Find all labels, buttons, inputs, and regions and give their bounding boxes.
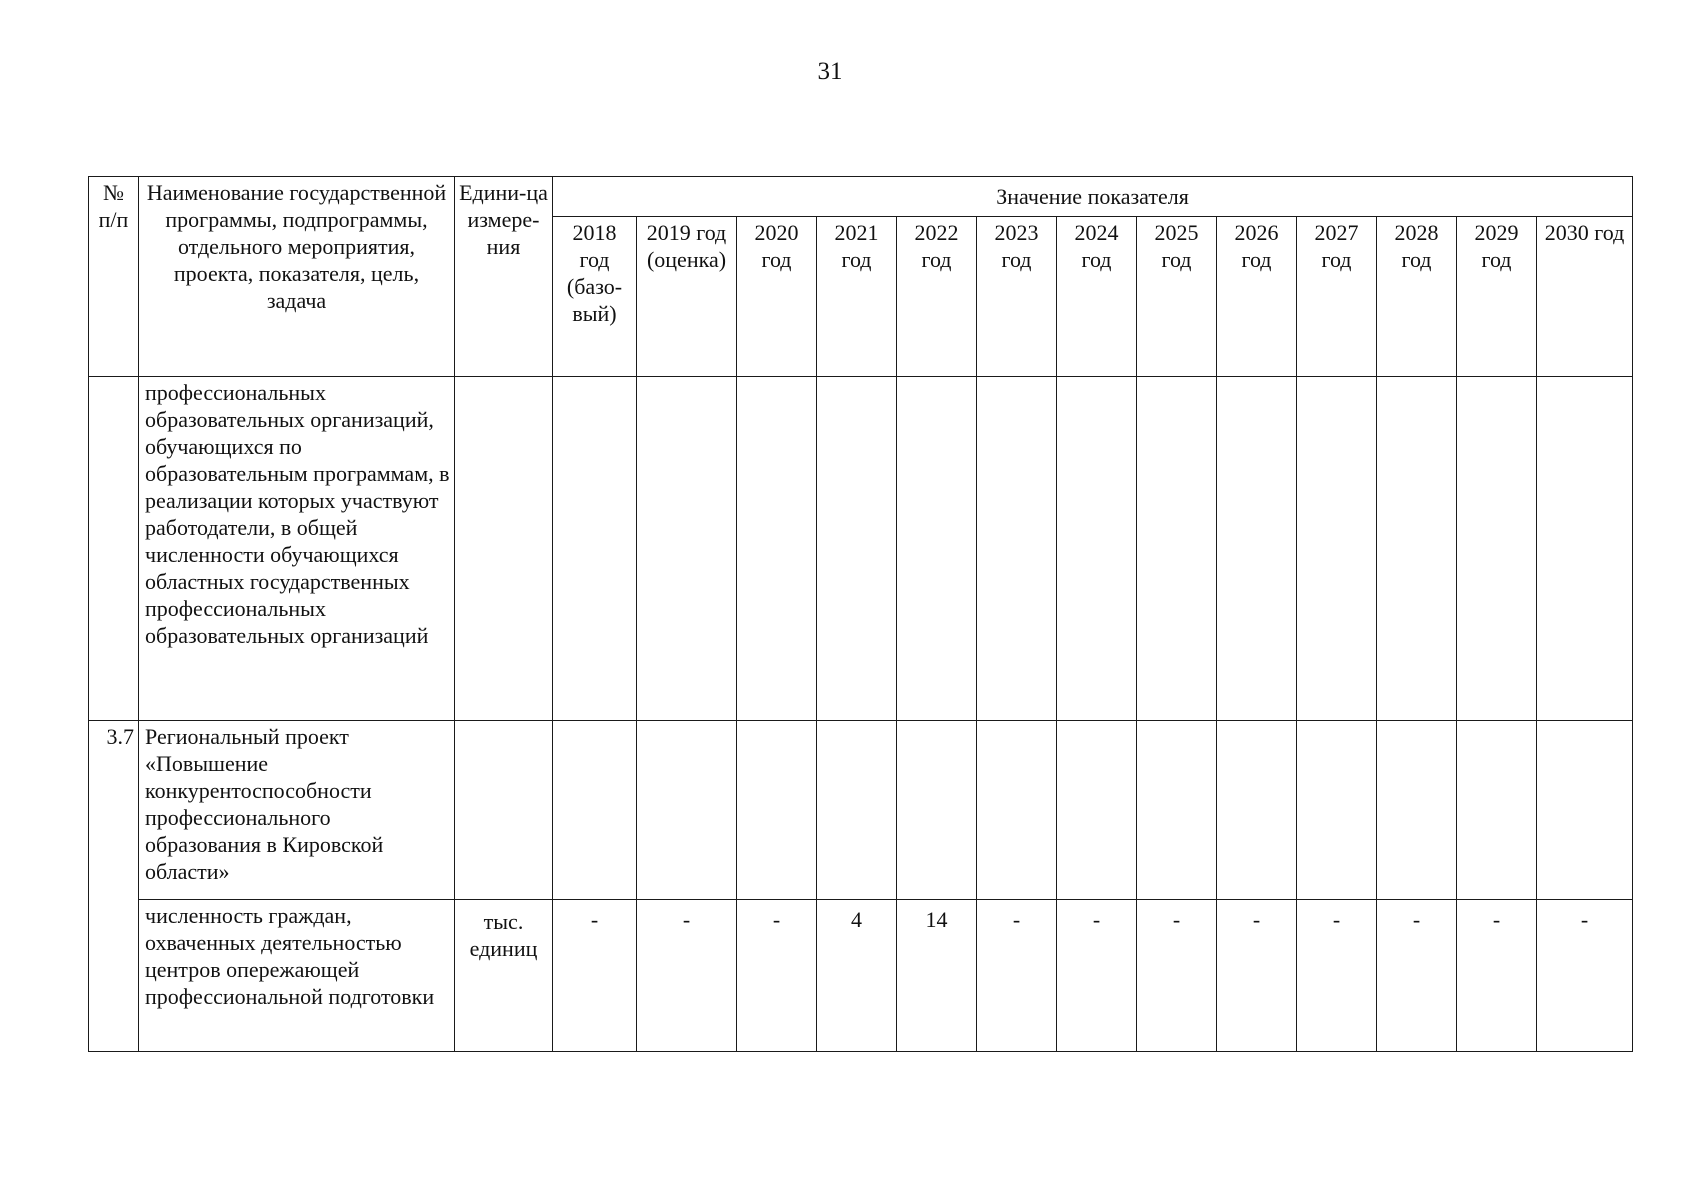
row-num <box>89 377 139 721</box>
row-value: - <box>1057 900 1137 1052</box>
header-num: № п/п <box>89 177 139 377</box>
row-value <box>553 377 637 721</box>
header-values-group: Значение показателя <box>553 177 1633 217</box>
row-value <box>553 721 637 900</box>
row-value <box>1057 377 1137 721</box>
row-value: - <box>637 900 737 1052</box>
row-value: - <box>553 900 637 1052</box>
header-row-1 <box>89 177 1633 217</box>
header-year: 2028 год <box>1377 217 1457 377</box>
row-value: - <box>977 900 1057 1052</box>
page-number: 31 <box>817 58 843 85</box>
header-year: 2021 год <box>817 217 897 377</box>
row-value <box>1137 377 1217 721</box>
row-value <box>737 721 817 900</box>
row-name: численность граждан, охваченных деятельностью центров опережающей профессиональной подготовки <box>139 900 455 1052</box>
header-year: 2025 год <box>1137 217 1217 377</box>
row-value <box>1217 721 1297 900</box>
row-unit <box>455 721 553 900</box>
row-value <box>1537 377 1633 721</box>
row-value <box>897 721 977 900</box>
row-name: Региональный проект «Повышение конкурентоспособности профессионального образования в Кировской области» <box>139 721 455 900</box>
row-unit <box>455 377 553 721</box>
table-row <box>89 900 1633 1052</box>
table-row <box>89 721 1633 900</box>
indicators-table <box>88 176 1633 1052</box>
row-name: профессиональных образовательных организаций, обучающихся по образовательным программам, в реализации которых участвуют работодатели, в общей численности обучающихся областных государственных профессиональных образовательных организаций <box>139 377 455 721</box>
row-value <box>1217 377 1297 721</box>
header-year: 2023 год <box>977 217 1057 377</box>
row-value <box>637 377 737 721</box>
header-year: 2018 год (базо-вый) <box>553 217 637 377</box>
row-value <box>1377 377 1457 721</box>
header-year: 2022 год <box>897 217 977 377</box>
row-value: - <box>1217 900 1297 1052</box>
header-name: Наименование государственной программы, подпрограммы, отдельного мероприятия, проекта, показателя, цель, задача <box>139 177 455 377</box>
row-value <box>977 377 1057 721</box>
row-value: - <box>737 900 817 1052</box>
header-unit: Едини-ца измере-ния <box>455 177 553 377</box>
row-value <box>1377 721 1457 900</box>
row-value: 4 <box>817 900 897 1052</box>
table-row <box>89 377 1633 721</box>
row-value <box>1457 377 1537 721</box>
header-year: 2027 год <box>1297 217 1377 377</box>
row-value <box>817 721 897 900</box>
header-year: 2019 год (оценка) <box>637 217 737 377</box>
row-value <box>1297 721 1377 900</box>
row-value <box>1537 721 1633 900</box>
row-value: - <box>1297 900 1377 1052</box>
row-unit: тыс. единиц <box>455 900 553 1052</box>
header-year: 2024 год <box>1057 217 1137 377</box>
row-num: 3.7 <box>89 721 139 1052</box>
row-value: - <box>1537 900 1633 1052</box>
row-value <box>817 377 897 721</box>
row-value: - <box>1137 900 1217 1052</box>
row-value <box>1137 721 1217 900</box>
row-value <box>1057 721 1137 900</box>
row-value <box>977 721 1057 900</box>
header-year: 2026 год <box>1217 217 1297 377</box>
header-year: 2030 год <box>1537 217 1633 377</box>
header-year: 2029 год <box>1457 217 1537 377</box>
header-year: 2020 год <box>737 217 817 377</box>
row-value <box>637 721 737 900</box>
row-value <box>737 377 817 721</box>
row-value: - <box>1457 900 1537 1052</box>
row-value: - <box>1377 900 1457 1052</box>
row-value: 14 <box>897 900 977 1052</box>
row-value <box>1457 721 1537 900</box>
row-value <box>1297 377 1377 721</box>
row-value <box>897 377 977 721</box>
